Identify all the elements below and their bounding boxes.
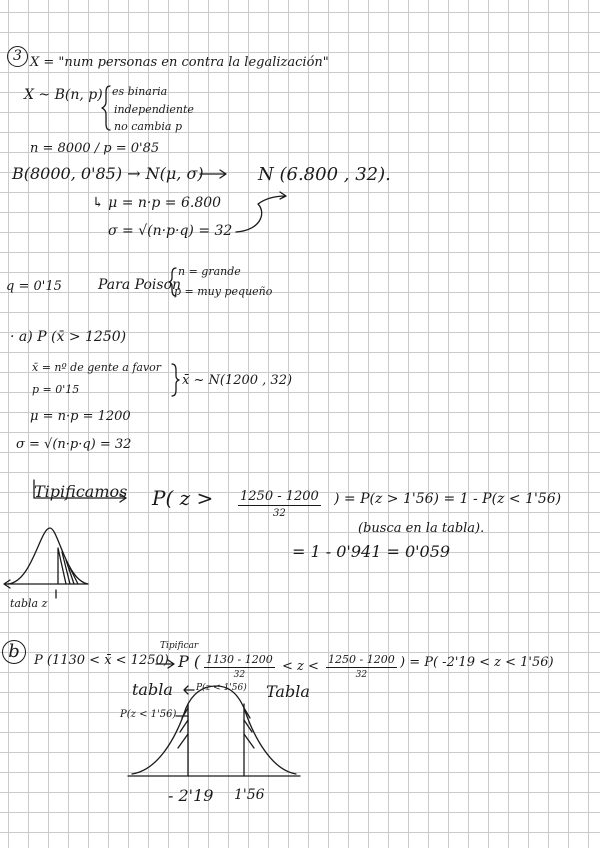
sigma-calculation: σ = √(n·p·q) = 32 — [108, 223, 233, 239]
poisson-label: Para Poison — [98, 277, 182, 293]
part-b-letter: b — [8, 641, 20, 662]
tipificamos-label: Tipificamos — [34, 482, 128, 501]
mean-calculation: ↳ μ = n·p = 6.800 — [92, 195, 222, 211]
result-line-1: ) = P(z > 1'56) = 1 - P(z < 1'56) — [334, 491, 562, 507]
q-value: q = 0'15 — [6, 279, 62, 294]
negative-bound-label: - 2'19 — [168, 786, 214, 805]
parameters-n-p: n = 8000 / p = 0'85 — [30, 141, 160, 156]
part-a-brace — [172, 364, 179, 396]
part-b-probability: P (1130 < x̄ < 1250) — [34, 653, 169, 668]
mean-value: μ = n·p = 1200 — [30, 409, 131, 424]
poisson-brace — [169, 268, 176, 296]
positive-bound-label: 1'56 — [234, 787, 265, 803]
exercise-number: 3 — [13, 48, 22, 64]
fraction-denominator: 32 — [273, 508, 286, 519]
part-a-header: · a) P (x̄ > 1250) — [10, 329, 127, 345]
bell-curve-b — [132, 683, 296, 774]
bell-curve-a — [8, 528, 88, 584]
tipificar-arrow-icon — [156, 660, 174, 668]
shade-left — [178, 708, 188, 748]
approx-arrow-icon — [200, 170, 226, 178]
result-line-2: = 1 - 0'941 = 0'059 — [292, 542, 451, 561]
curve-label: tabla z — [10, 597, 48, 610]
condition-p-constant: no cambia p — [114, 120, 183, 133]
fraction-upper-numerator: 1250 - 1200 — [328, 653, 395, 666]
tipificamos-bracket — [34, 480, 128, 501]
poisson-condition-n: n = grande — [178, 265, 241, 278]
tipificar-label: Tipificar — [160, 641, 199, 651]
part-b-result: ) = P( -2'19 < z < 1'56) — [400, 655, 554, 670]
between-sign: < z < — [282, 659, 319, 674]
sigma-value: σ = √(n·p·q) = 32 — [16, 437, 132, 452]
p-value: p = 0'15 — [32, 383, 80, 396]
tabla-right-label: Tabla — [266, 682, 310, 701]
poisson-condition-p: p = muy pequeño — [174, 285, 273, 298]
random-variable-definition: X = "num personas en contra la legalización" — [30, 55, 329, 70]
normal-result: N (6.800 , 32). — [258, 164, 391, 185]
condition-independent: independiente — [114, 103, 194, 116]
xbar-definition: x̄ = nº de gente a favor — [32, 361, 162, 374]
condition-binary: es binaria — [112, 85, 168, 98]
fraction-lower-numerator: 1130 - 1200 — [206, 653, 273, 666]
probability-z: P( z > — [152, 486, 214, 510]
fraction-numerator: 1250 - 1200 — [240, 489, 319, 504]
table-note: (busca en la tabla). — [358, 521, 485, 536]
tabla-mid-label: P(z < 1'56) — [196, 683, 247, 693]
curved-arrow-icon — [236, 192, 286, 232]
fraction-upper-denominator: 32 — [355, 670, 368, 680]
part-b-P-open: P ( — [178, 652, 201, 671]
conditions-brace — [102, 86, 110, 130]
binomial-distribution: X ~ B(n, p) — [24, 87, 103, 103]
tabla-arrow-icon — [184, 686, 194, 694]
shaded-tail-a — [58, 548, 78, 584]
normal-approximation: B(8000, 0'85) → N(μ, σ) — [12, 164, 204, 183]
tabla-left-label: tabla — [132, 680, 173, 699]
fraction-lower-denominator: 32 — [233, 670, 246, 680]
left-area-label: P(z < 1'56) — [120, 709, 177, 720]
xbar-distribution: x̄ ~ N(1200 , 32) — [182, 373, 293, 388]
